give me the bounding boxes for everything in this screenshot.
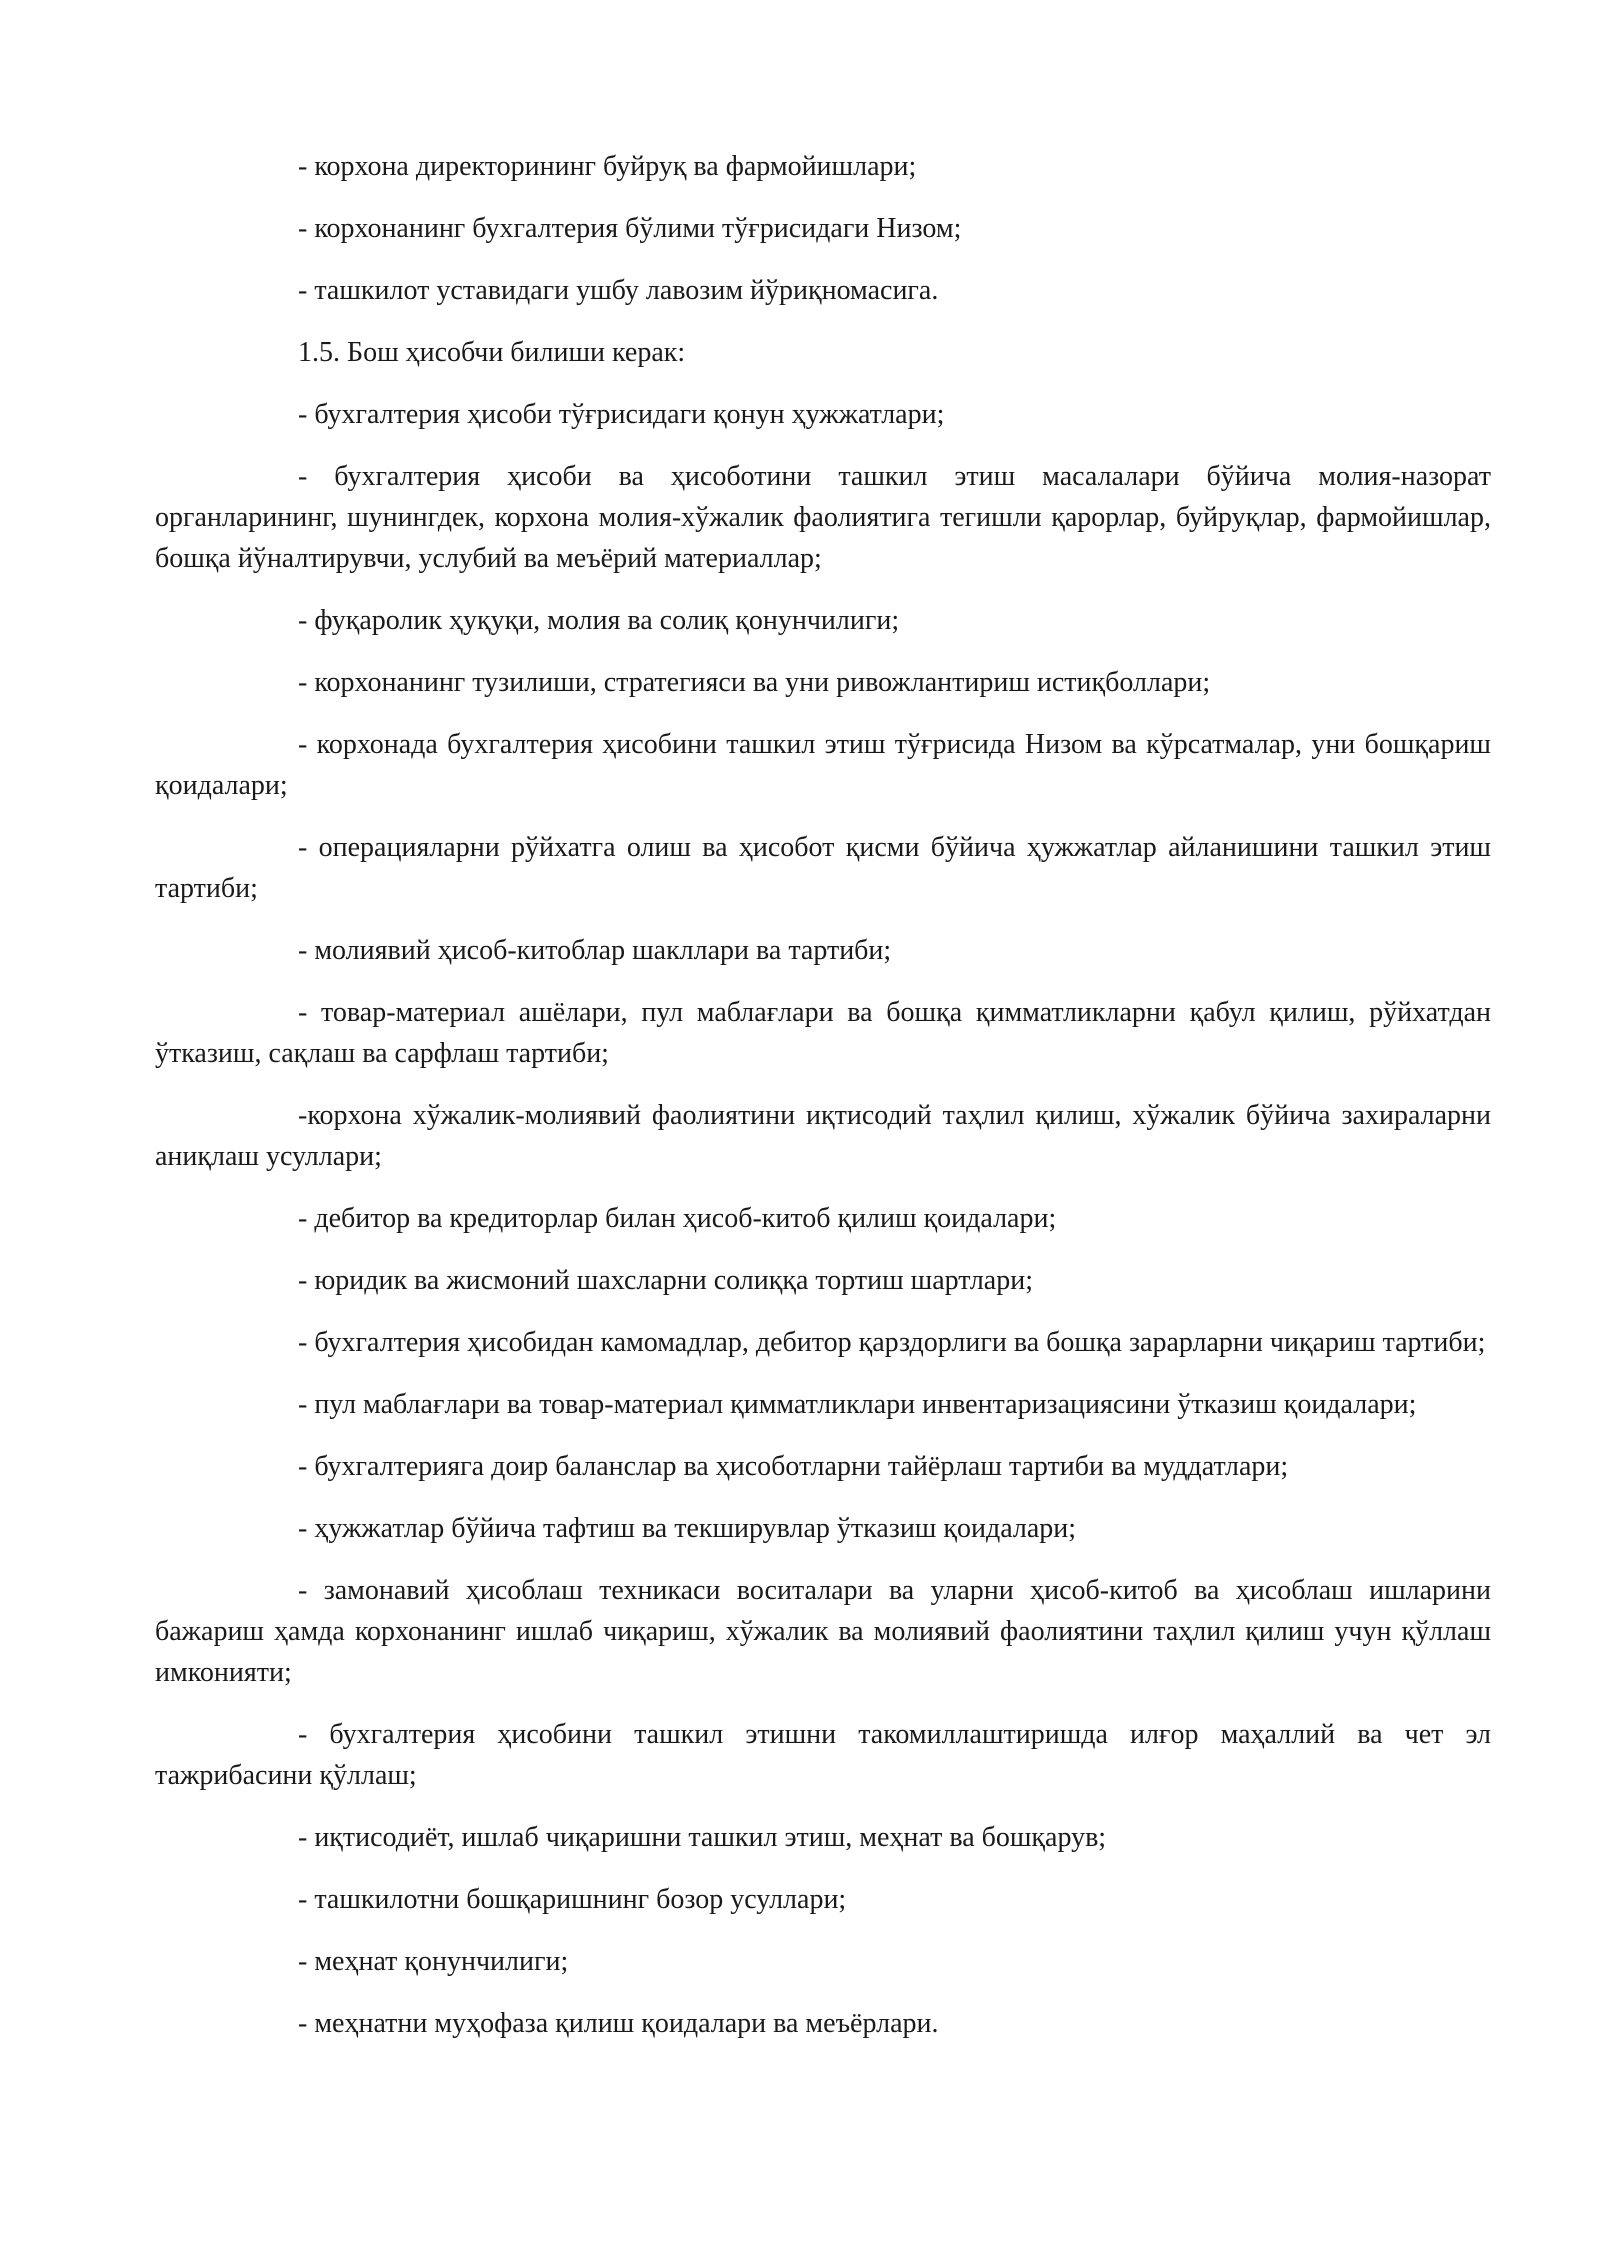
paragraph-1: - корхона директорининг буйруқ ва фармойишлари; xyxy=(298,151,917,182)
document-page xyxy=(155,146,1491,2044)
paragraph-11: - молиявий ҳисоб-китоблар шакллари ва тартиби; xyxy=(298,935,892,966)
paragraph-5: - бухгалтерия ҳисоби тўғрисидаги қонун ҳужжатлари; xyxy=(298,399,945,430)
paragraph-24: - меҳнат қонунчилиги; xyxy=(298,1946,569,1977)
paragraph-3: - ташкилот уставидаги ушбу лавозим йўриқномасига. xyxy=(298,275,939,306)
paragraph-22: - иқтисодиёт, ишлаб чиқаришни ташкил этиш, меҳнат ва бошқарув; xyxy=(298,1822,1107,1853)
paragraph-23: - ташкилотни бошқаришнинг бозор усуллари; xyxy=(298,1884,847,1915)
paragraph-12: - товар-материал ашёлари, пул маблағлари ва бошқа қимматликларни қабул қилиш, рўйхатдан ўтказиш, сақлаш ва сарфлаш тартиби; xyxy=(155,997,1491,1069)
paragraph-16: - бухгалтерия ҳисобидан камомадлар, дебитор қарздорлиги ва бошқа зарарларни чиқариш тартиби; xyxy=(298,1327,1486,1358)
paragraph-25: - меҳнатни муҳофаза қилиш қоидалари ва меъёрлари. xyxy=(298,2008,939,2039)
paragraph-6: - бухгалтерия ҳисоби ва ҳисоботини ташкил этиш масалалари бўйича молия-назорат органларининг, шунингдек, корхона молия-хўжалик фаолиятига тегишли қарорлар, буйруқлар, фармойишлар, бошқа йўналтирувчи, услубий ва меъёрий материаллар; xyxy=(155,461,1491,574)
paragraph-8: - корхонанинг тузилиши, стратегияси ва уни ривожлантириш истиқболлари; xyxy=(298,667,1211,698)
paragraph-10: - операцияларни рўйхатга олиш ва ҳисобот қисми бўйича ҳужжатлар айланишини ташкил этиш тартиби; xyxy=(155,832,1491,904)
section-heading-1-5: 1.5. Бош ҳисобчи билиши керак: xyxy=(298,337,686,368)
paragraph-2: - корхонанинг бухгалтерия бўлими тўғрисидаги Низом; xyxy=(298,213,962,244)
paragraph-14: - дебитор ва кредиторлар билан ҳисоб-китоб қилиш қоидалари; xyxy=(298,1203,1057,1234)
paragraph-7: - фуқаролик ҳуқуқи, молия ва солиқ қонунчилиги; xyxy=(298,605,900,636)
paragraph-20: - замонавий ҳисоблаш техникаси воситалари ва уларни ҳисоб-китоб ва ҳисоблаш ишларини бажариш ҳамда корхонанинг ишлаб чиқариш, хўжалик ва молиявий фаолиятини таҳлил қилиш учун қўллаш имконияти; xyxy=(155,1575,1491,1688)
paragraph-19: - ҳужжатлар бўйича тафтиш ва текширувлар ўтказиш қоидалари; xyxy=(298,1513,1077,1544)
paragraph-9: - корхонада бухгалтерия ҳисобини ташкил этиш тўғрисида Низом ва кўрсатмалар, уни бошқариш қоидалари; xyxy=(155,729,1491,801)
paragraph-13: -корхона хўжалик-молиявий фаолиятини иқтисодий таҳлил қилиш, хўжалик бўйича захираларни аниқлаш усуллари; xyxy=(155,1100,1491,1172)
paragraph-18: - бухгалтерияга доир баланслар ва ҳисоботларни тайёрлаш тартиби ва муддатлари; xyxy=(298,1451,1289,1482)
paragraph-15: - юридик ва жисмоний шахсларни солиққа тортиш шартлари; xyxy=(298,1265,1033,1296)
paragraph-21: - бухгалтерия ҳисобини ташкил этишни такомиллаштиришда илғор маҳаллий ва чет эл тажрибасини қўллаш; xyxy=(155,1719,1491,1791)
paragraph-17: - пул маблағлари ва товар-материал қимматликлари инвентаризациясини ўтказиш қоидалари; xyxy=(298,1389,1417,1420)
